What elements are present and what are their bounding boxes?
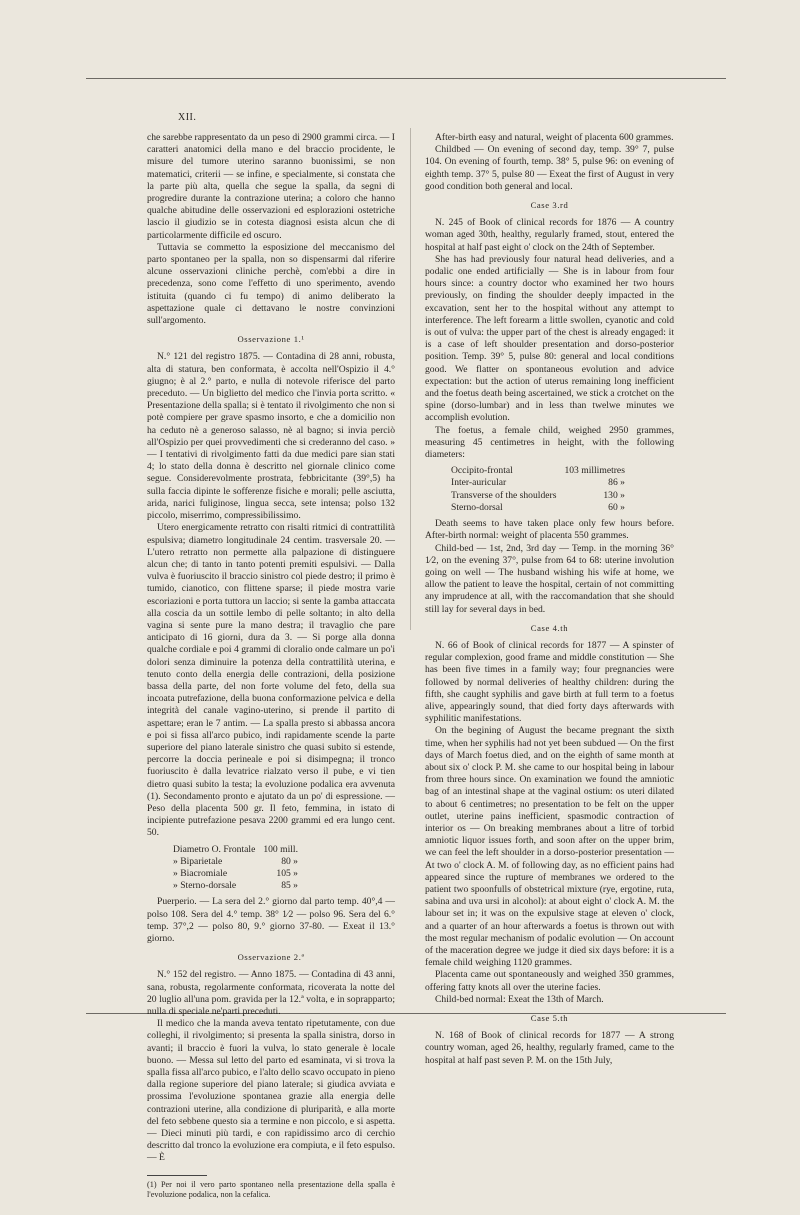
table-row bbox=[169, 868, 304, 880]
measure-value: 100 mill. bbox=[263, 843, 298, 855]
measure-value: 130 » bbox=[603, 489, 625, 501]
column-divider bbox=[410, 128, 411, 630]
table-row bbox=[447, 477, 631, 489]
paragraph: Death seems to have taken place only few hours before. After-birth normal: weight of placenta 550 grammes. bbox=[425, 518, 674, 542]
paragraph: Puerperio. — La sera del 2.° giorno dal parto temp. 40°,4 — polso 108. Sera del 4.° temp. 38° 1⁄2 — polso 96. Sera del 6.° temp. 37°,2 — polso 80, 9.° giorno 37-80. — Exeat il 13.° giorno. bbox=[147, 896, 395, 944]
paragraph: N. 66 of Book of clinical records for 1877 — A spinster of regular complexion, good frame and middle constitution — She has been five times in a family way; four pregnancies were followed by normal deliveries of healthy children: during the fifth, she caught syphilis and gave birth at full term to a foetus alive, appearingly sound, that died forty days afterwards with syphilitic manifestations. bbox=[425, 639, 674, 725]
section-heading: Osservazione 1.¹ bbox=[237, 334, 305, 345]
paragraph: Childbed — On evening of second day, temp. 39° 7, pulse 104. On evening of fourth, temp. 38° 5, pulse 96: on evening of eighth temp. 37° 5, pulse 80 — Exeat the first of August in very good condition both general and local. bbox=[425, 144, 674, 192]
paragraph: Tuttavia se commetto la esposizione del meccanismo del parto spontaneo per la spalla, non so dispensarmi dal riferire alcune osservazioni cliniche perchè, com'ebbi a dire in precedenza, sono come l'effetto di uno sperimento, avendo istituita (quando ci fu tempo) di animo deliberato la aspettazione quale ci dettavano le nostre convinzioni sull'argomento. bbox=[147, 241, 395, 327]
footnote-rule bbox=[147, 1175, 207, 1176]
measure-label: Inter-auricular bbox=[451, 477, 507, 489]
measure-value: 103 millimetres bbox=[564, 465, 625, 477]
paragraph: On the begining of August the became pregnant the sixth time, when her syphilis had not yet been subdued — On the first days of March foetus died, and on the eighth of same month at about six o' clock P. M. she came to our hospital being in labour from three hours since. On examination we found the amniotic bag of an intestinal shape at the vaginal ostium: os uteri dilated to about 6 centimetres; no presentation to be felt on the upper outlet, uterine pains inefficient, spasmodic contraction of interior os — On breaking membranes about a litre of torbid amniotic liquor issues forth, and soon after on the upper brim, we can feel the left shoulder in a dorso-posterior presentation — At two o' clock A. M. of following day, as no efficient pains had appeared since the rupture of membranes we ordered to the patient two spoonfulls of obstetrical mixture (rye, ergotine, ruta, sabina and uva ursi in alcohol): at about eight o' clock A. M. the labour set in; it was on the expulsive stage at eleven o' clock, and a quarter of an hour afterwards a foetus is thrown out with the most regular mechanism of podalic evolution — On account of the maceration degree we judge it died six days before: it is a female child weighing 1120 grammes. bbox=[425, 725, 674, 969]
paragraph: N. 245 of Book of clinical records for 1876 — A country woman aged 30th, healthy, regularly framed, stout, entered the hospital at half past eight o' clock on the 24th of September. bbox=[425, 217, 674, 253]
table-row bbox=[169, 844, 304, 856]
paragraph: Utero energicamente retratto con risalti ritmici di contrattilità espulsiva; diametro longitudinale 24 centim. trasversale 20. — L'utero retratto non permette alla palpazione di distinguere alcun che; di tanto in tanto potenti premiti espulsivi. — Dalla vulva è fuoriuscito il braccio sinistro col piede destro; il primo è tumido, cianotico, con flittene sparse; il piede mostra varie escoriazioni e porta tuttora un laccio; si sente la gamba attaccata alla coscia da un sottile lembo di pelle soltanto; in alto della vagina si sente pure la mano destra; il travaglio che pare anticipato di 16 giorni, dura da 3. — Si porge alla donna qualche cordiale e poi 4 grammi di cloralio onde calmare un po'i dolori senza diminuire la potenza della contrattilità uterina, e tenuto conto della energia delle contrazioni, della posizione bassa della parte, del non forte volume del feto, della sua incoata putrefazione, della buona conformazione pelvica e della integrità del canale vagino-uterino, si prende il partito di aspettare; eran le 7 antim. — La spalla presto si abbassa ancora e poi si fissa all'arco pubico, indi rapidamente scende la parte superiore del piano laterale sinistro che quasi subito si estende, percorre la doccia perineale e poi si disimpegna; il tronco fuoriuscito è dalla levatrice rialzato verso il pube, e vi tien dietro quasi subito la testa; la evoluzione podalica era avvenuta (1). Secondamento pronto e ajutato da un po' di espressione. — Peso della placenta 500 gr. Il feto, femmina, in istato di incipiente putrefazione pesava 2200 grammi ed era lungo cent. 50. bbox=[147, 522, 395, 839]
table-row bbox=[447, 502, 631, 514]
paragraph: After-birth easy and natural, weight of placenta 600 grammes. bbox=[435, 132, 674, 143]
paragraph: Child-bed — 1st, 2nd, 3rd day — Temp. in the morning 36° 1⁄2, on the evening 37°, pulse from 64 to 68: uterine involution going on well — The husband wishing his wife at home, we allow the patient to leave the hospital, certain of not committing any imprudence at all, with the raccomandation that she should still lay for several days in bed. bbox=[425, 542, 674, 615]
table-row bbox=[447, 490, 631, 502]
measurement-table bbox=[169, 844, 304, 893]
paragraph: che sarebbe rappresentato da un peso di 2900 grammi circa. — I caratteri anatomici della mano e del braccio procidente, le misure del tumore uterino saranno buonissimi, se non matematici, criterii — se infine, e specialmente, si constata che la parte più alta, quella che segue la spalla, da segni di progredire durante la contrazione uterina; a coloro che hanno qualche abitudine delle osservazioni ed esplorazioni ostetriche lascio il giudizio se in cotesta diagnosi esista alcun che di particolarmente difficile ed oscuro. bbox=[147, 132, 395, 241]
measure-label: » Biacromiale bbox=[173, 867, 228, 879]
table-row bbox=[447, 465, 631, 477]
top-rule bbox=[86, 78, 726, 79]
measure-value: 105 » bbox=[276, 867, 298, 879]
right-column-english bbox=[425, 132, 674, 1067]
footnote: (1) Per noi il vero parto spontaneo nella presentazione della spalla è l'evoluzione podalica, non la cefalica. bbox=[147, 1179, 395, 1200]
measure-value: 85 » bbox=[281, 880, 298, 892]
measure-label: Transverse of the shoulders bbox=[451, 489, 557, 501]
section-heading: Case 4.th bbox=[530, 622, 569, 633]
page-number: XII. bbox=[178, 112, 197, 123]
paragraph: N.° 121 del registro 1875. — Contadina di 28 anni, robusta, alta di statura, ben conformata, è accolta nell'Ospizio il 4.° giugno; è al 2.° parto, e nulla di notevole riferisce del parto preceduto. — Un biglietto del medico che l'invia porta scritto. « Presentazione della spalla; si è tentato il rivolgimento che non si potè compiere per grave spasmo insorto, e che a domicilio non ha ceduto nè a generoso salasso, nè al bagno; si invia perciò all'Ospizio per quei provvedimenti che si crederanno del caso. » — I tentativi di rivolgimento fatti da due medici pare sian stati 4; lo stato della donna è descritto nel giornale clinico come segue. Considerevolmente prostrata, febbricitante (39°,5) ha sulla faccia dipinte le sofferenze fisiche e morali; pelle asciutta, arida, narici fuliginose, lingua secca, sete intensa; polso 132 piccolo, miserrimo, compressibilissimo. bbox=[147, 351, 395, 522]
paragraph: N. 168 of Book of clinical records for 1877 — A strong country woman, aged 26, healthy, regularly framed, came to the hospital at half past seven P. M. on the 15th July, bbox=[425, 1030, 674, 1066]
left-column-italian bbox=[147, 132, 395, 1201]
measure-label: Diametro O. Frontale bbox=[173, 843, 256, 855]
measure-value: 86 » bbox=[608, 477, 625, 489]
paragraph: N.° 152 del registro. — Anno 1875. — Contadina di 43 anni, sana, robusta, regolarmente conformata, ricoverata la notte del 20 luglio all'una pom. gravida per la 12.ª volta, e in soprapparto; nulla di speciale ne'parti preceduti. bbox=[147, 969, 395, 1018]
section-heading: Case 3.rd bbox=[530, 200, 569, 211]
measurement-table bbox=[447, 465, 631, 514]
paragraph: Child-bed normal: Exeat the 13th of March. bbox=[435, 993, 604, 1005]
paragraph: She has had previously four natural head deliveries, and a podalic one ended artificially — She is in labour from four hours since: a country doctor who examined her two hours previously, on finding the shoulder deeply impacted in the excavation, sent her to the hospital without any attempt to interference. The left forearm a little swollen, cyanotic and cold is out of vulva: the upper part of the chest is already engaged: it is a case of left shoulder presentation and dorso-posterior position. Temp. 39° 5, pulse 80: general and local conditions good. We flatter on spontaneous evolution and advice expectation: but the action of uterus remaining long inefficient and the foetus death being ascertained, we stick a crotchet on the spine (dorso-lumbar) and in less than twelwe minutes we accomplish evolution. bbox=[425, 253, 674, 424]
table-row bbox=[169, 880, 304, 892]
paragraph: Il medico che la manda aveva tentato ripetutamente, con due colleghi, il rivolgimento; si presenta la spalla sinistra, dorso in avanti; il braccio è fuori la vulva, lo stato generale è locale buono. — Messa sul letto del parto ed esaminata, vi si trova la spalla fissa all'arco pubico, e l'alto dello scavo occupato in pieno dalla regione superiore del piano laterale; si giudica avviata e prossima l'evoluzione spontanea grazie alla energia delle contrazioni uterine, alla condizione di pluriparità, e alla morte del feto sebbene questo sia a termine e non piccolo, e si aspetta. — Dieci minuti più tardi, e con rapidissimo arco di cerchio descritto dal tronco la evoluzione era compiuta, e il feto espulso. — È bbox=[147, 1018, 395, 1164]
section-heading: Osservazione 2.ª bbox=[237, 952, 305, 963]
measure-value: 60 » bbox=[608, 501, 625, 513]
table-row bbox=[169, 856, 304, 868]
measure-label: Occipito-frontal bbox=[451, 465, 513, 477]
measure-label: » Biparietale bbox=[173, 855, 223, 867]
measure-label: Sterno-dorsal bbox=[451, 501, 503, 513]
measure-value: 80 » bbox=[281, 855, 298, 867]
paragraph: The foetus, a female child, weighed 2950 grammes, measuring 45 centimetres in height, with the following diameters: bbox=[425, 424, 674, 461]
measure-label: » Sterno-dorsale bbox=[173, 880, 237, 892]
section-heading: Case 5.th bbox=[530, 1013, 569, 1024]
paragraph: Placenta came out spontaneously and weighed 350 grammes, offering fatty knots all over the uterine facies. bbox=[425, 969, 674, 993]
